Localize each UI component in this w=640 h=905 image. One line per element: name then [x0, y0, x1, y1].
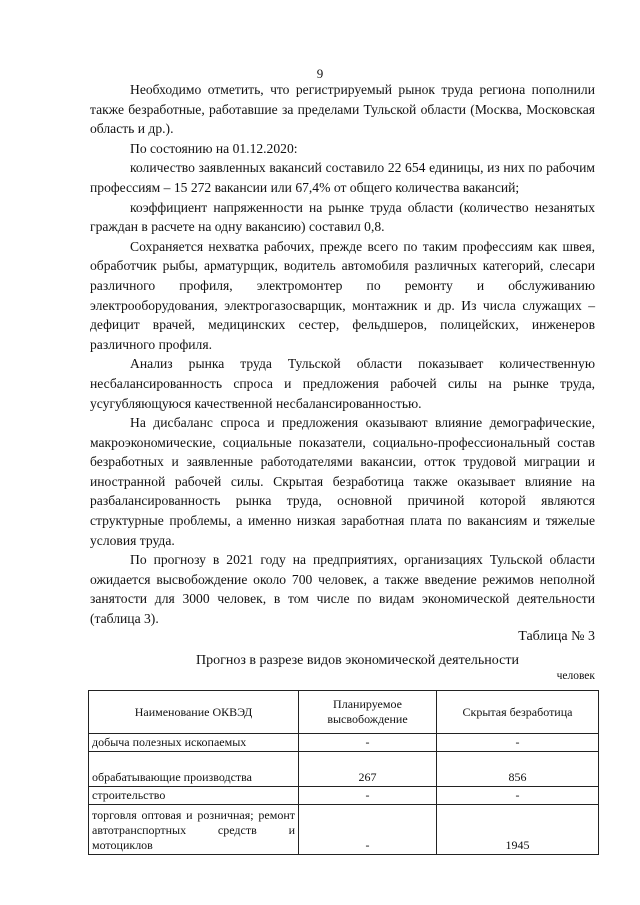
hidden-unemployment-cell: 1945 [437, 805, 599, 855]
page-number: 9 [316, 66, 324, 81]
table-row [89, 805, 599, 855]
paragraph: Необходимо отметить, что регистрируемый рынок труда региона пополнили также безработные, работавшие за пределами Тульской области (Москва, Московская область и др.). [90, 82, 595, 137]
okved-name-cell: добыча полезных ископаемых [89, 734, 299, 752]
okved-name-cell: обрабатывающие производства [89, 752, 299, 787]
header-okved-name: Наименование ОКВЭД [89, 691, 299, 734]
paragraph: коэффициент напряженности на рынке труда области (количество незанятых граждан в расчете на одну вакансию) составил 0,8. [90, 199, 595, 235]
table-caption: Таблица № 3 [518, 629, 595, 644]
table-header-row [89, 691, 599, 734]
paragraph: Анализ рынка труда Тульской области показывает количественную несбалансированность спроса и предложения рабочей силы на рынке труда, усугубляющуюся качественной несбалансированностью. [90, 356, 595, 411]
paragraph: По прогнозу в 2021 году на предприятиях, организациях Тульской области ожидается высвобождение около 700 человек, а также введение режимов неполной занятости для 3000 человек, в том числе по видам экономической деятельности (таблица 3). [90, 552, 595, 627]
paragraph: На дисбаланс спроса и предложения оказывают влияние демографические, макроэкономические, социальные показатели, социально-профессиональный состав безработных и заявленные работодателями вакансии, отток трудовой миграции и иностранной рабочей силы. Скрытая безработица также оказывает влияние на разбалансированность рынка труда, основной причиной которой являются структурные проблемы, а именно низкая заработная плата по вакансиям и тяжелые условия труда. [90, 415, 595, 548]
hidden-unemployment-cell: - [437, 734, 599, 752]
planned-release-cell: - [299, 805, 437, 855]
paragraph: По состоянию на 01.12.2020: [130, 140, 298, 156]
table-row [89, 734, 599, 752]
table-title: Прогноз в разрезе видов экономической деятельности [196, 653, 519, 668]
table-row [89, 787, 599, 805]
planned-release-cell: - [299, 734, 437, 752]
okved-name-cell: строительство [89, 787, 299, 805]
header-planned-release: Планируемое высвобождение [299, 691, 437, 734]
table-units: человек [556, 670, 595, 682]
header-hidden-unemployment: Скрытая безработица [437, 691, 599, 734]
table-row [89, 752, 599, 787]
okved-name-cell: торговля оптовая и розничная; ремонт автотранспортных средств и мотоциклов [89, 805, 299, 855]
paragraph: количество заявленных вакансий составило 22 654 единицы, из них по рабочим профессиям – 15 272 вакансии или 67,4% от общего количества вакансий; [90, 160, 595, 195]
paragraph: Сохраняется нехватка рабочих, прежде всего по таким профессиям как швея, обработчик рыбы, арматурщик, водитель автомобиля различных категорий, слесари различного профиля, электромонтер по ремонту и обслуживанию электрооборудования, электрогазосварщик, монтажник и др. Из числа служащих – дефицит врачей, медицинских сестер, фельдшеров, полицейских, инженеров различного профиля. [90, 238, 595, 352]
document-body [90, 80, 595, 629]
hidden-unemployment-cell: 856 [437, 752, 599, 787]
okved-forecast-table [88, 690, 599, 855]
planned-release-cell: 267 [299, 752, 437, 787]
planned-release-cell: - [299, 787, 437, 805]
hidden-unemployment-cell: - [437, 787, 599, 805]
